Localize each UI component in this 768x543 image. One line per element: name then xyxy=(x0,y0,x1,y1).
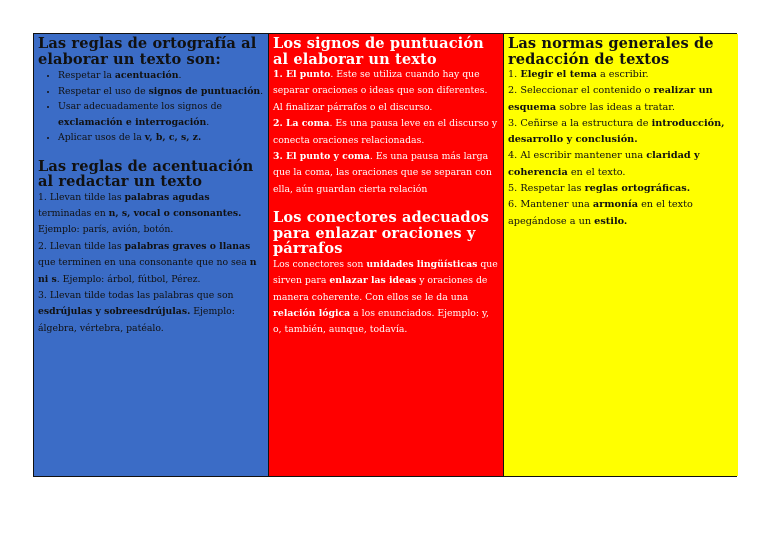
heading-accentuation: Las reglas de acentuación al redactar un texto xyxy=(38,157,254,190)
paragraph xyxy=(38,190,265,239)
bold-text: enlazar las ideas xyxy=(329,275,417,287)
bold-text: claridad y coherencia xyxy=(508,150,700,178)
text: Aplicar usos de la xyxy=(58,132,145,143)
paragraph xyxy=(508,83,735,116)
text: en el texto. xyxy=(567,166,626,178)
bold-text: palabras agudas xyxy=(124,191,210,203)
heading-connectors: Los conectores adecuados para enlazar oraciones y párrafos xyxy=(273,209,489,258)
text: . xyxy=(260,85,264,97)
text: 6. Mantener una xyxy=(508,199,593,211)
bold-text: 1. El punto xyxy=(273,69,331,80)
list-item xyxy=(58,84,265,100)
text: en el texto apegándose a un xyxy=(508,199,693,227)
text: que terminen en una consonante que no sea xyxy=(38,257,250,269)
text: terminadas en xyxy=(38,207,109,219)
paragraph xyxy=(508,148,735,181)
text: 2. Seleccionar el contenido o xyxy=(508,85,654,97)
text: . Este se utiliza cuando hay que separar oraciones o ideas que son diferentes. Al finalizar párrafos o el discurso. xyxy=(273,69,488,113)
text: Respetar el uso de xyxy=(58,85,149,97)
writing-norms-list xyxy=(508,67,735,230)
text: a los enunciados. Ejemplo: y, o, también, aunque, todavía. xyxy=(273,307,489,336)
text: 5. Respetar las xyxy=(508,183,585,195)
orthography-list xyxy=(38,68,265,146)
text: sobre las ideas a tratar. xyxy=(556,101,675,113)
text: 3. Llevan tilde todas las palabras que son xyxy=(38,289,234,301)
bold-text: palabras graves o llanas xyxy=(124,240,251,252)
text: 1. xyxy=(508,69,521,80)
paragraph xyxy=(508,181,735,197)
text: Ejemplo: parís, avión, botón. xyxy=(38,224,174,236)
text: Los conectores son xyxy=(273,258,367,270)
bold-text: Elegir el tema xyxy=(520,69,597,80)
text: . Es una pausa más larga que la coma, las oraciones que se separan con ella, aún guardan cierta relación xyxy=(273,151,492,195)
paragraph xyxy=(508,67,735,83)
text: Ejemplo: álgebra, vértebra, patéalo. xyxy=(38,306,235,334)
paragraph xyxy=(508,116,735,149)
text: Usar adecuadamente los signos de xyxy=(58,101,223,112)
bold-text: 3. El punto y coma xyxy=(273,151,370,163)
paragraph xyxy=(38,239,265,288)
bold-text: reglas ortográficas. xyxy=(584,183,691,195)
connectors-text xyxy=(273,257,500,339)
text: que sirven para xyxy=(273,258,498,287)
bold-text: introducción, desarrollo y conclusión. xyxy=(508,117,725,146)
text: . xyxy=(206,116,210,128)
text: 3. Ceñirse a la estructura de xyxy=(508,117,652,129)
paragraph xyxy=(273,149,500,198)
accentuation-rules xyxy=(38,190,265,338)
text: y oraciones de manera coherente. Con ellos se le da una xyxy=(273,275,488,303)
bold-text: unidades lingüísticas xyxy=(366,258,478,270)
column-punctuation xyxy=(268,34,503,476)
bold-text: n ni s xyxy=(38,257,257,285)
bold-text: relación lógica xyxy=(273,307,351,319)
list-item xyxy=(58,99,265,130)
list-item xyxy=(58,130,265,146)
bold-text: armonía xyxy=(592,199,638,211)
bold-text: 2. La coma xyxy=(273,118,330,130)
bold-text: acentuación xyxy=(114,70,179,81)
punctuation-rules xyxy=(273,67,500,198)
text: a escribir. xyxy=(596,69,649,80)
text: . Ejemplo: árbol, fútbol, Pérez. xyxy=(56,273,201,285)
paragraph xyxy=(273,116,500,149)
paragraph xyxy=(38,288,265,337)
paragraph xyxy=(273,67,500,116)
column-writing-norms xyxy=(503,34,738,476)
bold-text: exclamación e interrogación xyxy=(58,116,207,128)
text: . Es una pausa leve en el discurso y conecta oraciones relacionadas. xyxy=(273,118,498,146)
text: 1. Llevan tilde las xyxy=(38,191,125,203)
paragraph xyxy=(508,197,735,230)
bold-text: esdrújulas y sobreesdrújulas. xyxy=(38,306,191,318)
text: 2. Llevan tilde las xyxy=(38,240,125,252)
text: 4. Al escribir mantener una xyxy=(508,150,647,162)
spacer xyxy=(38,148,265,159)
bold-text: n, s, vocal o consonantes. xyxy=(108,207,242,219)
bold-text: v, b, c, s, z. xyxy=(144,132,202,143)
bold-text: realizar un esquema xyxy=(508,85,713,113)
column-orthography xyxy=(34,34,268,476)
list-item xyxy=(58,68,265,84)
heading-orthography: Las reglas de ortografía al elaborar un texto son: xyxy=(38,35,257,68)
bold-text: estilo. xyxy=(594,215,628,227)
text: Respetar la xyxy=(58,70,115,81)
info-table xyxy=(33,33,737,477)
heading-writing-norms: Las normas generales de redacción de textos xyxy=(508,35,714,68)
bold-text: signos de puntuación xyxy=(148,85,261,97)
paragraph xyxy=(273,257,500,339)
heading-punctuation: Los signos de puntuación al elaborar un texto xyxy=(273,35,484,68)
text: . xyxy=(178,70,182,81)
